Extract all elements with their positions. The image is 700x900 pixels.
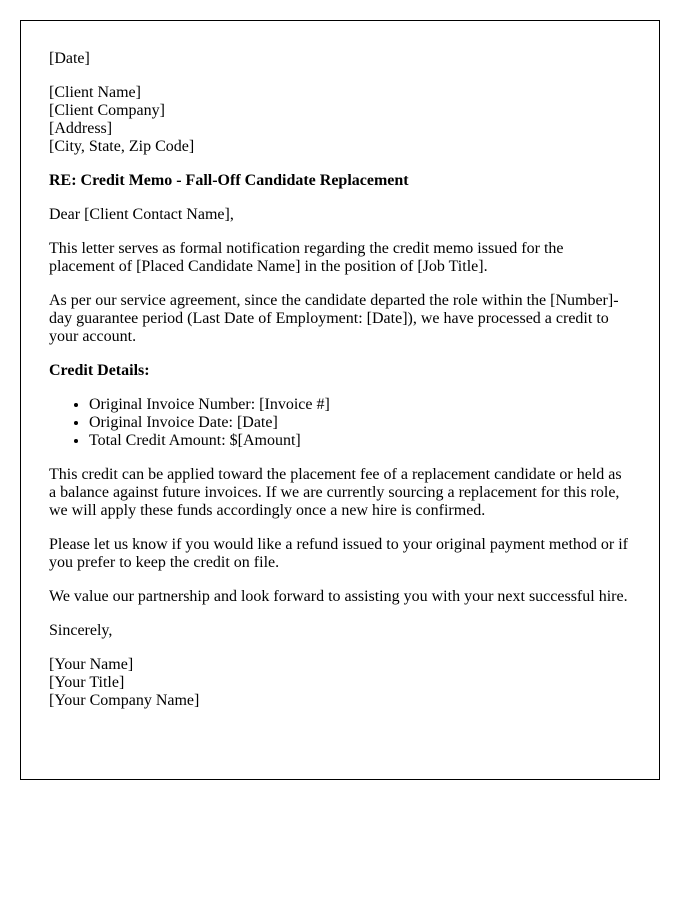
recipient-name: [Client Name] bbox=[49, 84, 141, 101]
letter-page bbox=[20, 20, 660, 780]
credit-details-heading: Credit Details: bbox=[49, 362, 150, 379]
recipient-block bbox=[49, 84, 632, 156]
recipient-company: [Client Company] bbox=[49, 102, 165, 119]
credit-details-list bbox=[49, 396, 632, 450]
recipient-city-state-zip: [City, State, Zip Code] bbox=[49, 138, 195, 155]
credit-detail-item: • Total Credit Amount: $[Amount] bbox=[89, 432, 632, 450]
signature-title: [Your Title] bbox=[49, 674, 125, 691]
subject-line: RE: Credit Memo - Fall-Off Candidate Replacement bbox=[49, 172, 409, 189]
credit-detail-item: • Original Invoice Number: [Invoice #] bbox=[89, 396, 632, 414]
body-paragraph: This credit can be applied toward the placement fee of a replacement candidate or held as a balance against future invoices. If we are currently sourcing a replacement for this role, we will apply these funds accordingly once a new hire is confirmed. bbox=[49, 466, 622, 519]
salutation: Dear [Client Contact Name], bbox=[49, 206, 234, 223]
signature-company: [Your Company Name] bbox=[49, 692, 200, 709]
body-paragraph: As per our service agreement, since the candidate departed the role within the [Number]-day guarantee period (Last Date of Employment: [Date]), we have processed a credit to your account. bbox=[49, 292, 619, 345]
body-paragraph: We value our partnership and look forward to assisting you with your next successful hire. bbox=[49, 588, 628, 605]
signature-name: [Your Name] bbox=[49, 656, 134, 673]
recipient-address: [Address] bbox=[49, 120, 113, 137]
body-paragraph: This letter serves as formal notification regarding the credit memo issued for the placement of [Placed Candidate Name] in the position of [Job Title]. bbox=[49, 240, 564, 275]
sign-off: Sincerely, bbox=[49, 622, 113, 639]
body-paragraph: Please let us know if you would like a refund issued to your original payment method or if you prefer to keep the credit on file. bbox=[49, 536, 628, 571]
letter-date: [Date] bbox=[49, 50, 90, 67]
credit-detail-item: • Original Invoice Date: [Date] bbox=[89, 414, 632, 432]
signature-block bbox=[49, 656, 632, 710]
